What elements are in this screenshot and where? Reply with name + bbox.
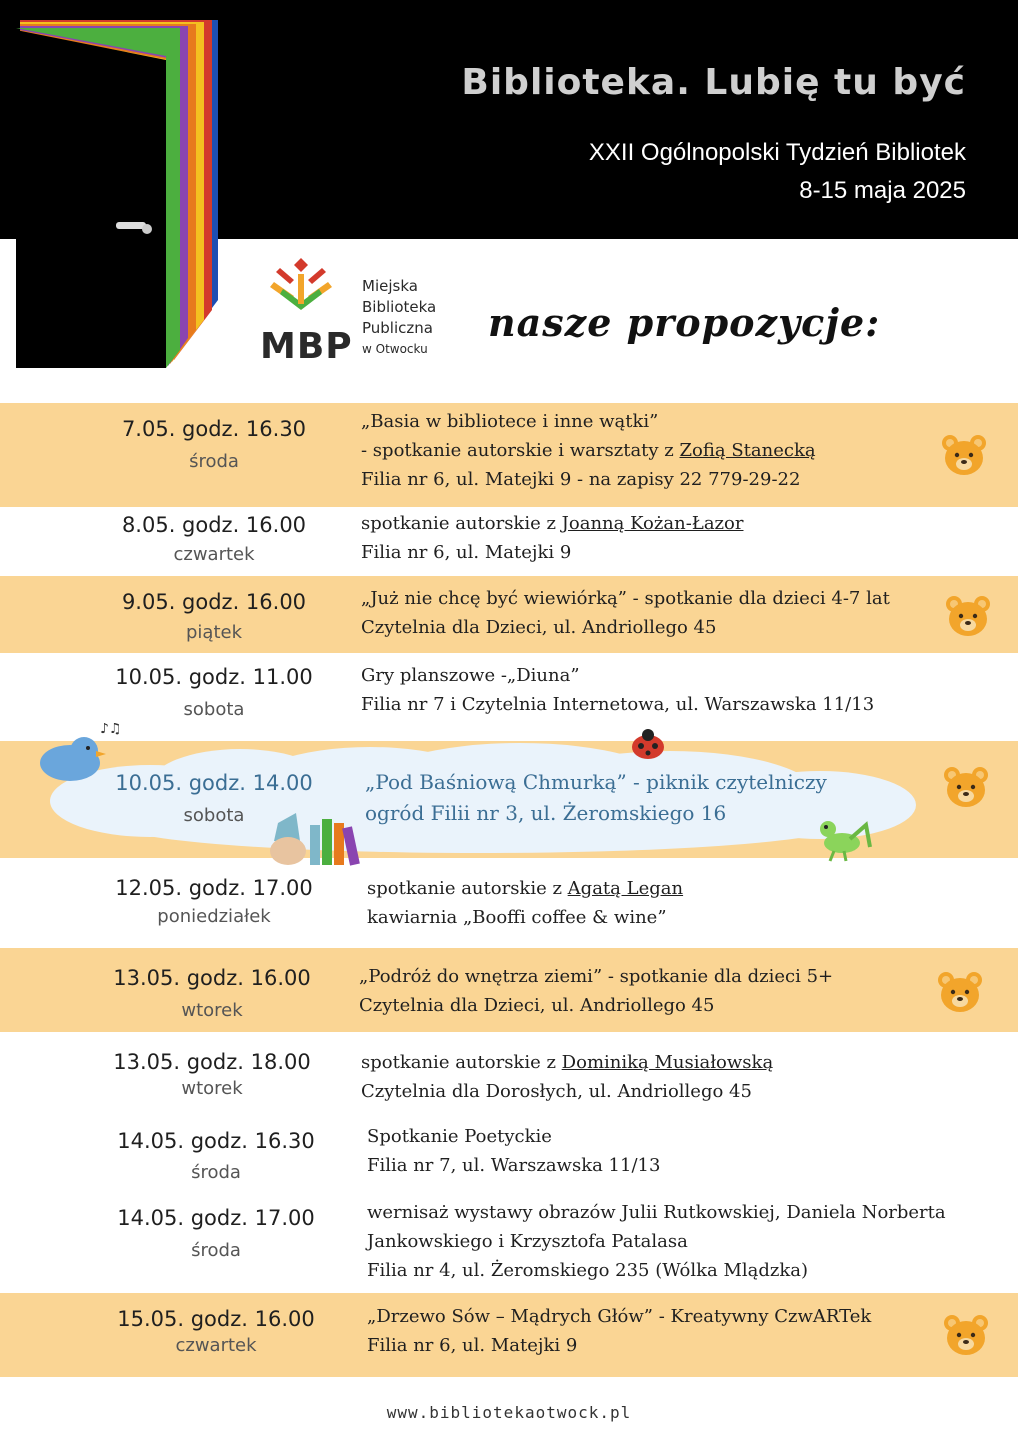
event-row xyxy=(0,403,1018,507)
door-handle-icon xyxy=(116,222,146,229)
event-day: sobota xyxy=(183,699,245,720)
event-description: Gry planszowe -„Diuna” Filia nr 7 i Czytelnia Internetowa, ul. Warszawska 11/13 xyxy=(361,665,875,715)
event-description: „Już nie chcę być wiewiórką” - spotkanie dla dzieci 4-7 lat Czytelnia dla Dzieci, ul. Andriollego 45 xyxy=(361,588,890,638)
event-row xyxy=(0,653,1018,741)
bear-icon xyxy=(942,1313,990,1357)
bear-icon xyxy=(940,433,988,477)
website-link[interactable]: www.bibliotekaotwock.pl xyxy=(386,1403,632,1422)
author-link[interactable]: Joanną Kożan-Łazor xyxy=(561,513,744,534)
event-date: 14.05. godz. 17.00 xyxy=(117,1206,315,1230)
colorful-door-illustration xyxy=(0,0,240,370)
bear-icon xyxy=(942,765,990,809)
event-description: „Podróż do wnętrza ziemi” - spotkanie dla dzieci 5+ Czytelnia dla Dzieci, ul. Andriollego 45 xyxy=(359,966,834,1016)
event-day: środa xyxy=(191,1162,241,1183)
event-day: czwartek xyxy=(175,1335,257,1356)
event-day: czwartek xyxy=(173,544,255,565)
event-day: wtorek xyxy=(181,1000,243,1021)
section-heading: nasze propozycje: xyxy=(488,300,881,345)
event-date: 10.05. godz. 14.00 xyxy=(115,771,313,795)
event-day: środa xyxy=(189,451,239,472)
event-description: „Basia w bibliotece i inne wątki” - spotkanie autorskie i warsztaty z Zofią Stanecką Filia nr 6, ul. Matejki 9 - na zapisy 22 779-29-22 xyxy=(361,411,816,490)
event-row xyxy=(0,576,1018,653)
event-date: 12.05. godz. 17.00 xyxy=(115,876,313,900)
event-day: środa xyxy=(191,1240,241,1261)
svg-text:♪♫: ♪♫ xyxy=(100,723,122,737)
event-date: 10.05. godz. 11.00 xyxy=(115,665,313,689)
event-row xyxy=(0,1293,1018,1377)
ladybug-icon xyxy=(628,729,668,761)
event-description: „Drzewo Sów – Mądrych Głów” - Kreatywny CzwARTek Filia nr 6, ul. Matejki 9 xyxy=(367,1306,872,1356)
event-row xyxy=(0,1194,1018,1293)
event-date: 15.05. godz. 16.00 xyxy=(117,1307,315,1331)
event-description: spotkanie autorskie z Agatą Legan kawiarnia „Booffi coffee & wine” xyxy=(367,878,684,928)
subtitle-block xyxy=(589,134,966,210)
bear-icon xyxy=(944,594,992,638)
library-logo-icon xyxy=(266,254,336,314)
event-name: XXII Ogólnopolski Tydzień Bibliotek xyxy=(588,139,966,166)
event-dates: 8-15 maja 2025 xyxy=(799,177,966,204)
event-date: 8.05. godz. 16.00 xyxy=(121,513,307,537)
author-link[interactable]: Zofią Stanecką xyxy=(679,440,816,461)
event-description: spotkanie autorskie z Joanną Kożan-Łazor Filia nr 6, ul. Matejki 9 xyxy=(361,513,744,563)
event-row xyxy=(0,948,1018,1032)
library-logo xyxy=(256,254,456,370)
event-row-picnic xyxy=(0,723,1018,858)
event-description: spotkanie autorskie z Dominiką Musiałowską Czytelnia dla Dorosłych, ul. Andriollego 45 xyxy=(361,1052,774,1102)
event-date: 7.05. godz. 16.30 xyxy=(121,417,307,441)
event-day: sobota xyxy=(183,805,245,826)
event-row xyxy=(0,1032,1018,1112)
event-day: wtorek xyxy=(181,1078,243,1099)
event-row xyxy=(0,1112,1018,1194)
logo-abbreviation: MBP xyxy=(260,326,353,367)
page-title: Biblioteka. Lubię tu być xyxy=(461,62,966,103)
author-link[interactable]: Agatą Legan xyxy=(567,878,684,899)
event-description: „Pod Baśniową Chmurką” - piknik czytelniczy ogród Filii nr 3, ul. Żeromskiego 16 xyxy=(365,770,827,825)
event-date: 13.05. godz. 16.00 xyxy=(113,966,311,990)
event-day: poniedziałek xyxy=(157,906,271,927)
event-row xyxy=(0,507,1018,576)
event-description: Spotkanie Poetyckie Filia nr 7, ul. Warszawska 11/13 xyxy=(367,1126,661,1176)
bear-icon xyxy=(936,970,984,1014)
event-day: piątek xyxy=(185,622,242,643)
event-date: 14.05. godz. 16.30 xyxy=(117,1129,315,1153)
event-description: wernisaż wystawy obrazów Julii Rutkowskiej, Daniela Norberta Jankowskiego i Krzysztofa Patalasa Filia nr 4, ul. Żeromskiego 235 (Wólka Mlądzka) xyxy=(367,1202,946,1281)
event-date: 13.05. godz. 18.00 xyxy=(113,1050,311,1074)
event-date: 9.05. godz. 16.00 xyxy=(121,590,307,614)
event-row xyxy=(0,858,1018,948)
logo-full-name: Miejska Biblioteka Publiczna w Otwocku xyxy=(362,277,437,356)
author-link[interactable]: Dominiką Musiałowską xyxy=(561,1052,774,1073)
